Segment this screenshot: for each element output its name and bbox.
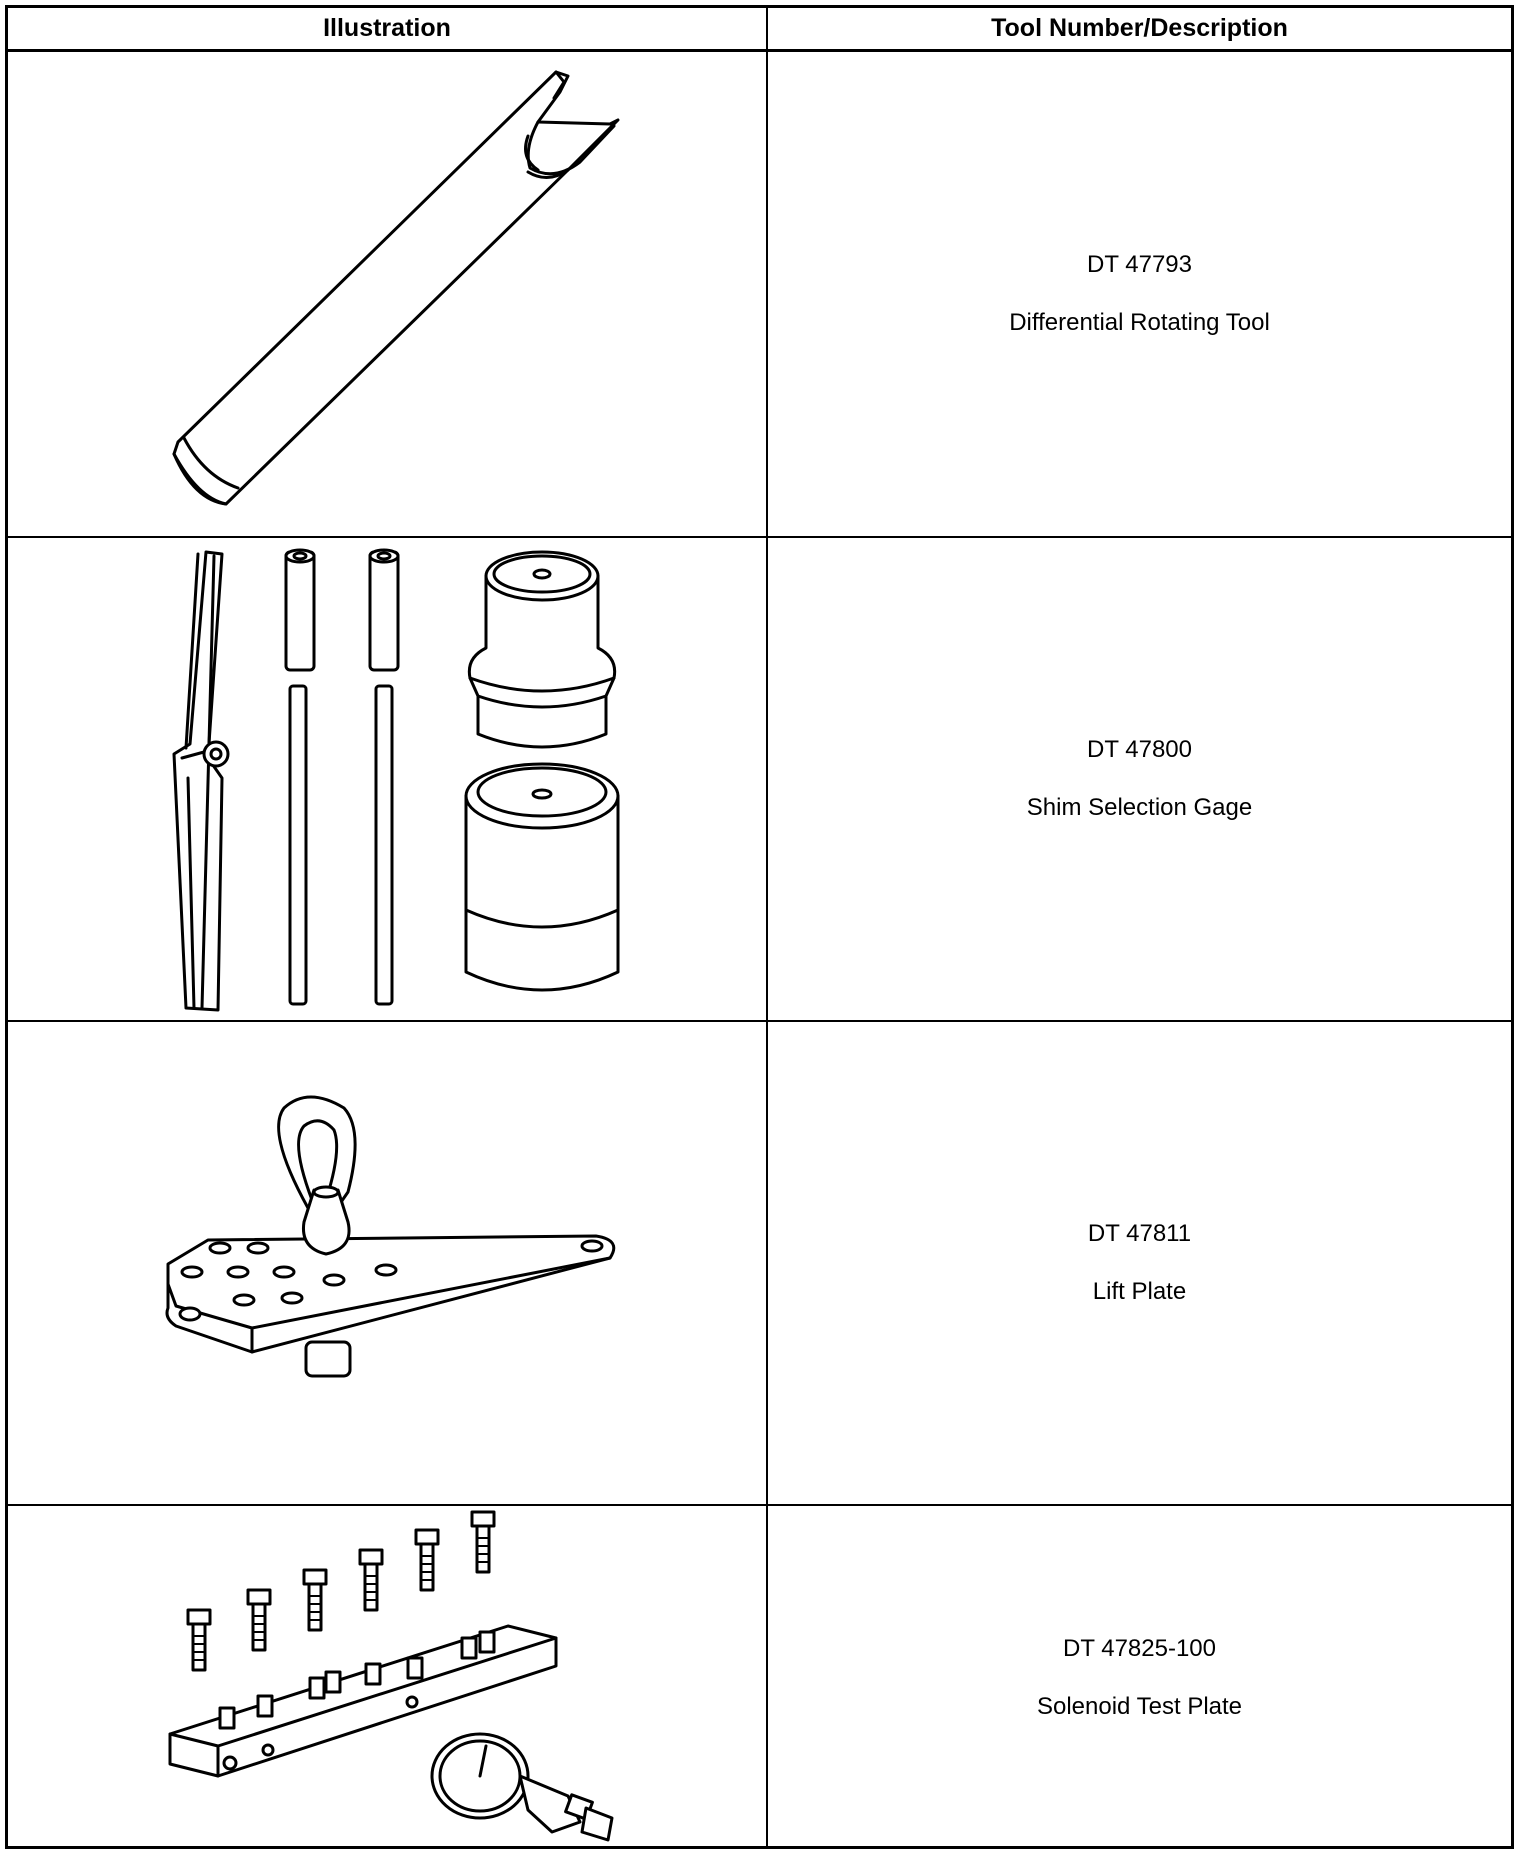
table-row: [8, 1506, 1511, 1849]
tool-table: [5, 5, 1514, 1849]
tool-description: Solenoid Test Plate: [1036, 1692, 1243, 1720]
tool-number: DT 47800: [1087, 736, 1192, 763]
header-illustration: Illustration: [323, 14, 451, 42]
tool-description: Lift Plate: [1092, 1278, 1187, 1305]
tool-number: DT 47811: [1087, 1220, 1192, 1247]
tool-number: DT 47825-100: [1063, 1634, 1216, 1662]
tool-description: Shim Selection Gage: [1026, 794, 1253, 821]
shim-selection-gage-icon: [8, 538, 766, 1020]
lift-plate-icon: [8, 1022, 766, 1504]
tool-number: DT 47793: [1087, 251, 1192, 278]
differential-rotating-tool-icon: [8, 52, 766, 536]
table-row: [8, 538, 1511, 1020]
tool-description: Differential Rotating Tool: [1009, 309, 1270, 336]
table-row: [8, 52, 1511, 536]
table-row: [8, 1022, 1511, 1504]
solenoid-test-plate-icon: [8, 1506, 766, 1849]
header-tool-number-description: Tool Number/Description: [991, 14, 1288, 42]
